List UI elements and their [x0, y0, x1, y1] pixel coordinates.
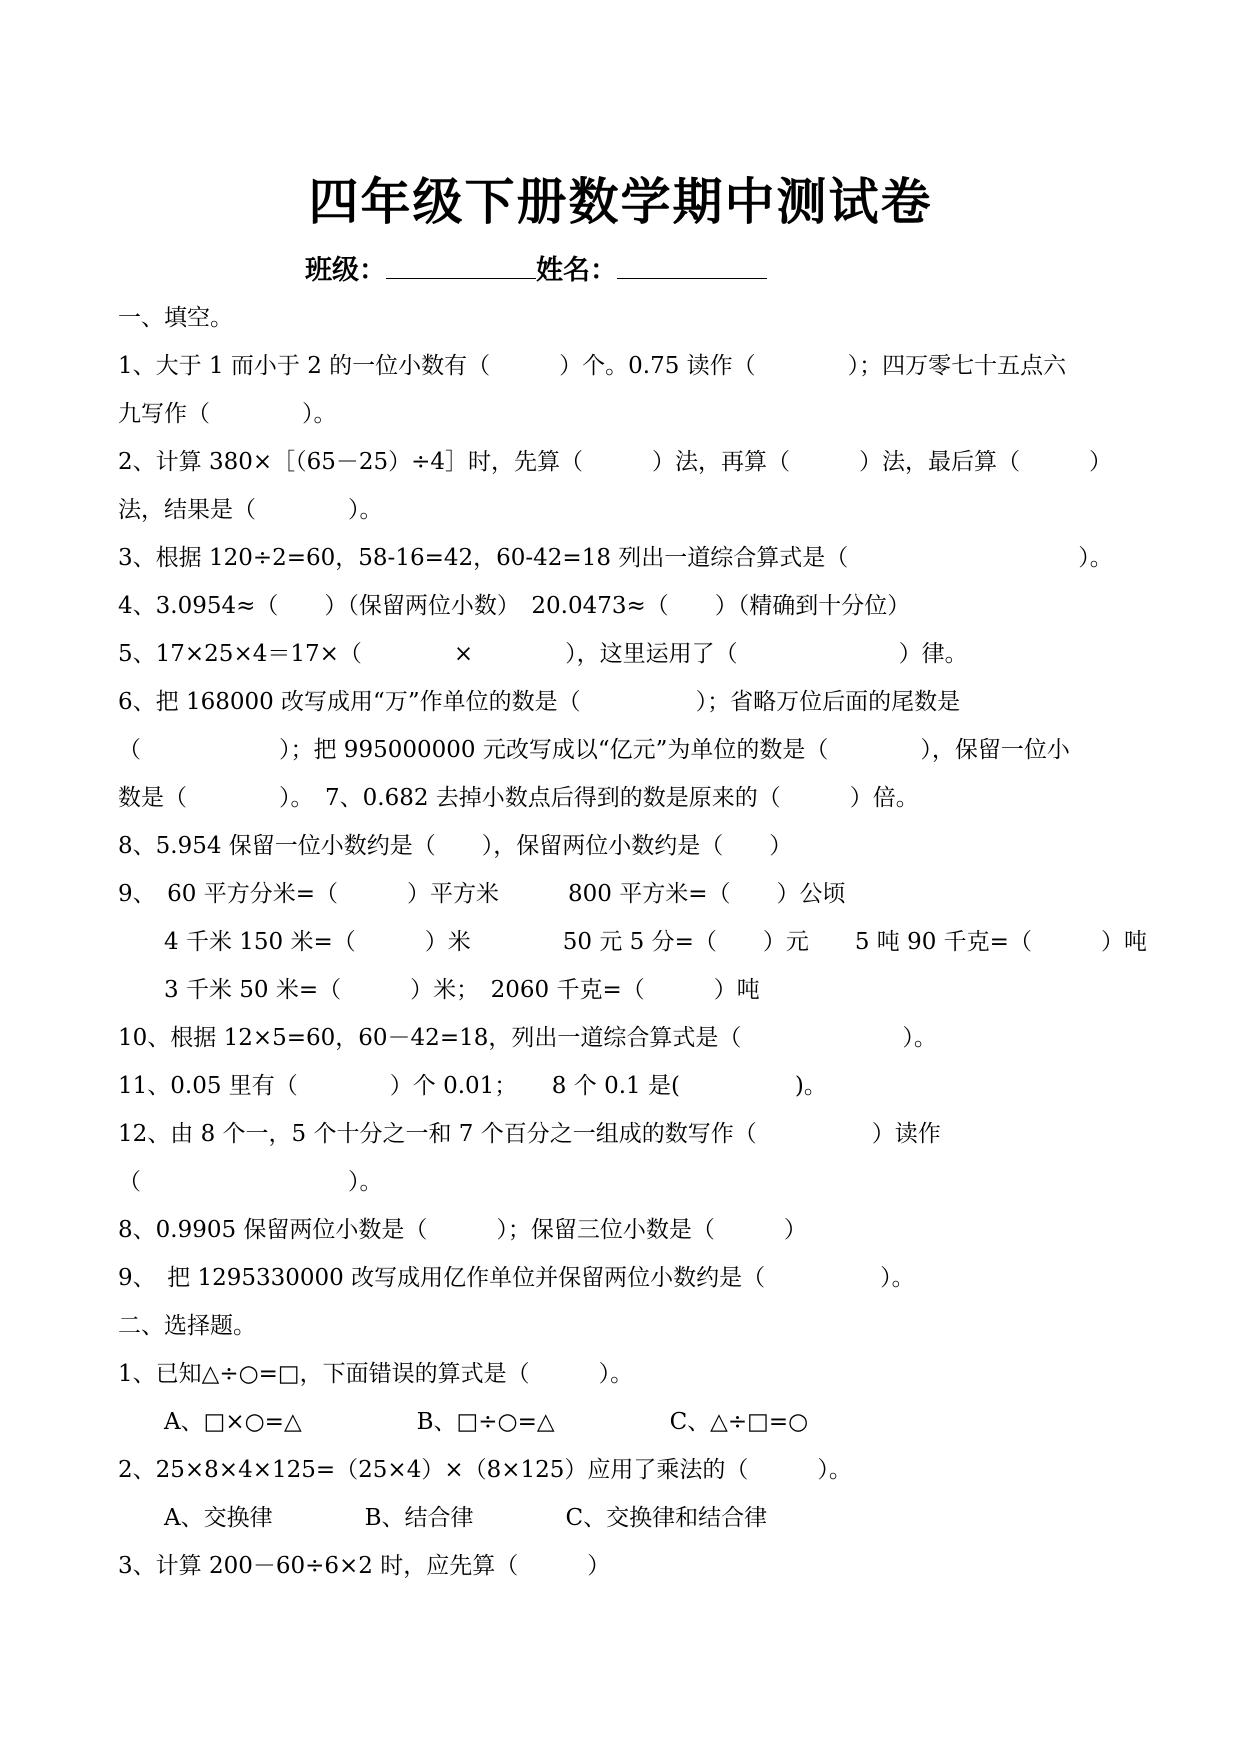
question-line: 6、把 168000 改写成用“万”作单位的数是（ ）；省略万位后面的尾数是 [118, 689, 961, 715]
question-line: 3、根据 120÷2=60，58-16=42，60-42=18 列出一道综合算式是（ ）。 [118, 545, 1113, 571]
question-line: 4 千米 150 米=（ ）米 50 元 5 分=（ ）元 5 吨 90 千克=（ ）吨 [118, 929, 1147, 955]
question-line: 法，结果是（ ）。 [118, 497, 383, 523]
question-line: 2、25×8×4×125=（25×4）×（8×125）应用了乘法的（ ）。 [118, 1457, 852, 1483]
section-heading-multiple-choice: 二、选择题。 [118, 1313, 256, 1339]
question-line: 9、 60 平方分米=（ ）平方米 800 平方米=（ ）公顷 [118, 881, 846, 907]
question-line: 11、0.05 里有（ ）个 0.01； 8 个 0.1 是( )。 [118, 1073, 827, 1099]
question-line: 3、计算 200－60÷6×2 时，应先算（ ） [118, 1553, 611, 1579]
question-line: 5、17×25×4＝17×（ × ），这里运用了（ ）律。 [118, 641, 968, 667]
class-blank[interactable] [386, 252, 536, 279]
exam-title: 四年级下册数学期中测试卷 [308, 172, 933, 231]
student-info-line [305, 252, 767, 289]
question-line: 2、计算 380×［（65－25）÷4］时，先算（ ）法，再算（ ）法，最后算（ ） [118, 449, 1113, 475]
section-heading-fill-blanks: 一、填空。 [118, 305, 233, 331]
question-line: 12、由 8 个一，5 个十分之一和 7 个百分之一组成的数写作（ ）读作 [118, 1121, 941, 1147]
name-label: 姓名： [536, 255, 617, 286]
question-line: （ ）；把 995000000 元改写成以“亿元”为单位的数是（ ），保留一位小 [118, 737, 1070, 763]
question-line: 1、大于 1 而小于 2 的一位小数有（ ）个。0.75 读作（ ）；四万零七十五点六 [118, 353, 1067, 379]
question-line: 1、已知△÷○=□，下面错误的算式是（ ）。 [118, 1361, 634, 1387]
question-line: 8、0.9905 保留两位小数是（ ）；保留三位小数是（ ） [118, 1217, 807, 1243]
answer-options: A、□×○=△ B、□÷○=△ C、△÷□=○ [118, 1409, 809, 1435]
question-line: 4、3.0954≈（ ）（保留两位小数） 20.0473≈（ ）（精确到十分位） [118, 593, 911, 619]
question-line: 9、 把 1295330000 改写成用亿作单位并保留两位小数约是（ ）。 [118, 1265, 915, 1291]
question-line: 数是（ ）。 7、0.682 去掉小数点后得到的数是原来的（ ）倍。 [118, 785, 919, 811]
class-label: 班级： [305, 255, 386, 286]
question-line: 8、5.954 保留一位小数约是（ ），保留两位小数约是（ ） [118, 833, 793, 859]
question-line: 九写作（ ）。 [118, 401, 337, 427]
name-blank[interactable] [617, 252, 767, 279]
question-line: 3 千米 50 米=（ ）米； 2060 千克=（ ）吨 [118, 977, 760, 1003]
answer-options: A、交换律 B、结合律 C、交换律和结合律 [118, 1505, 768, 1531]
question-line: （ ）。 [118, 1169, 383, 1195]
question-line: 10、根据 12×5=60，60－42=18，列出一道综合算式是（ ）。 [118, 1025, 937, 1051]
